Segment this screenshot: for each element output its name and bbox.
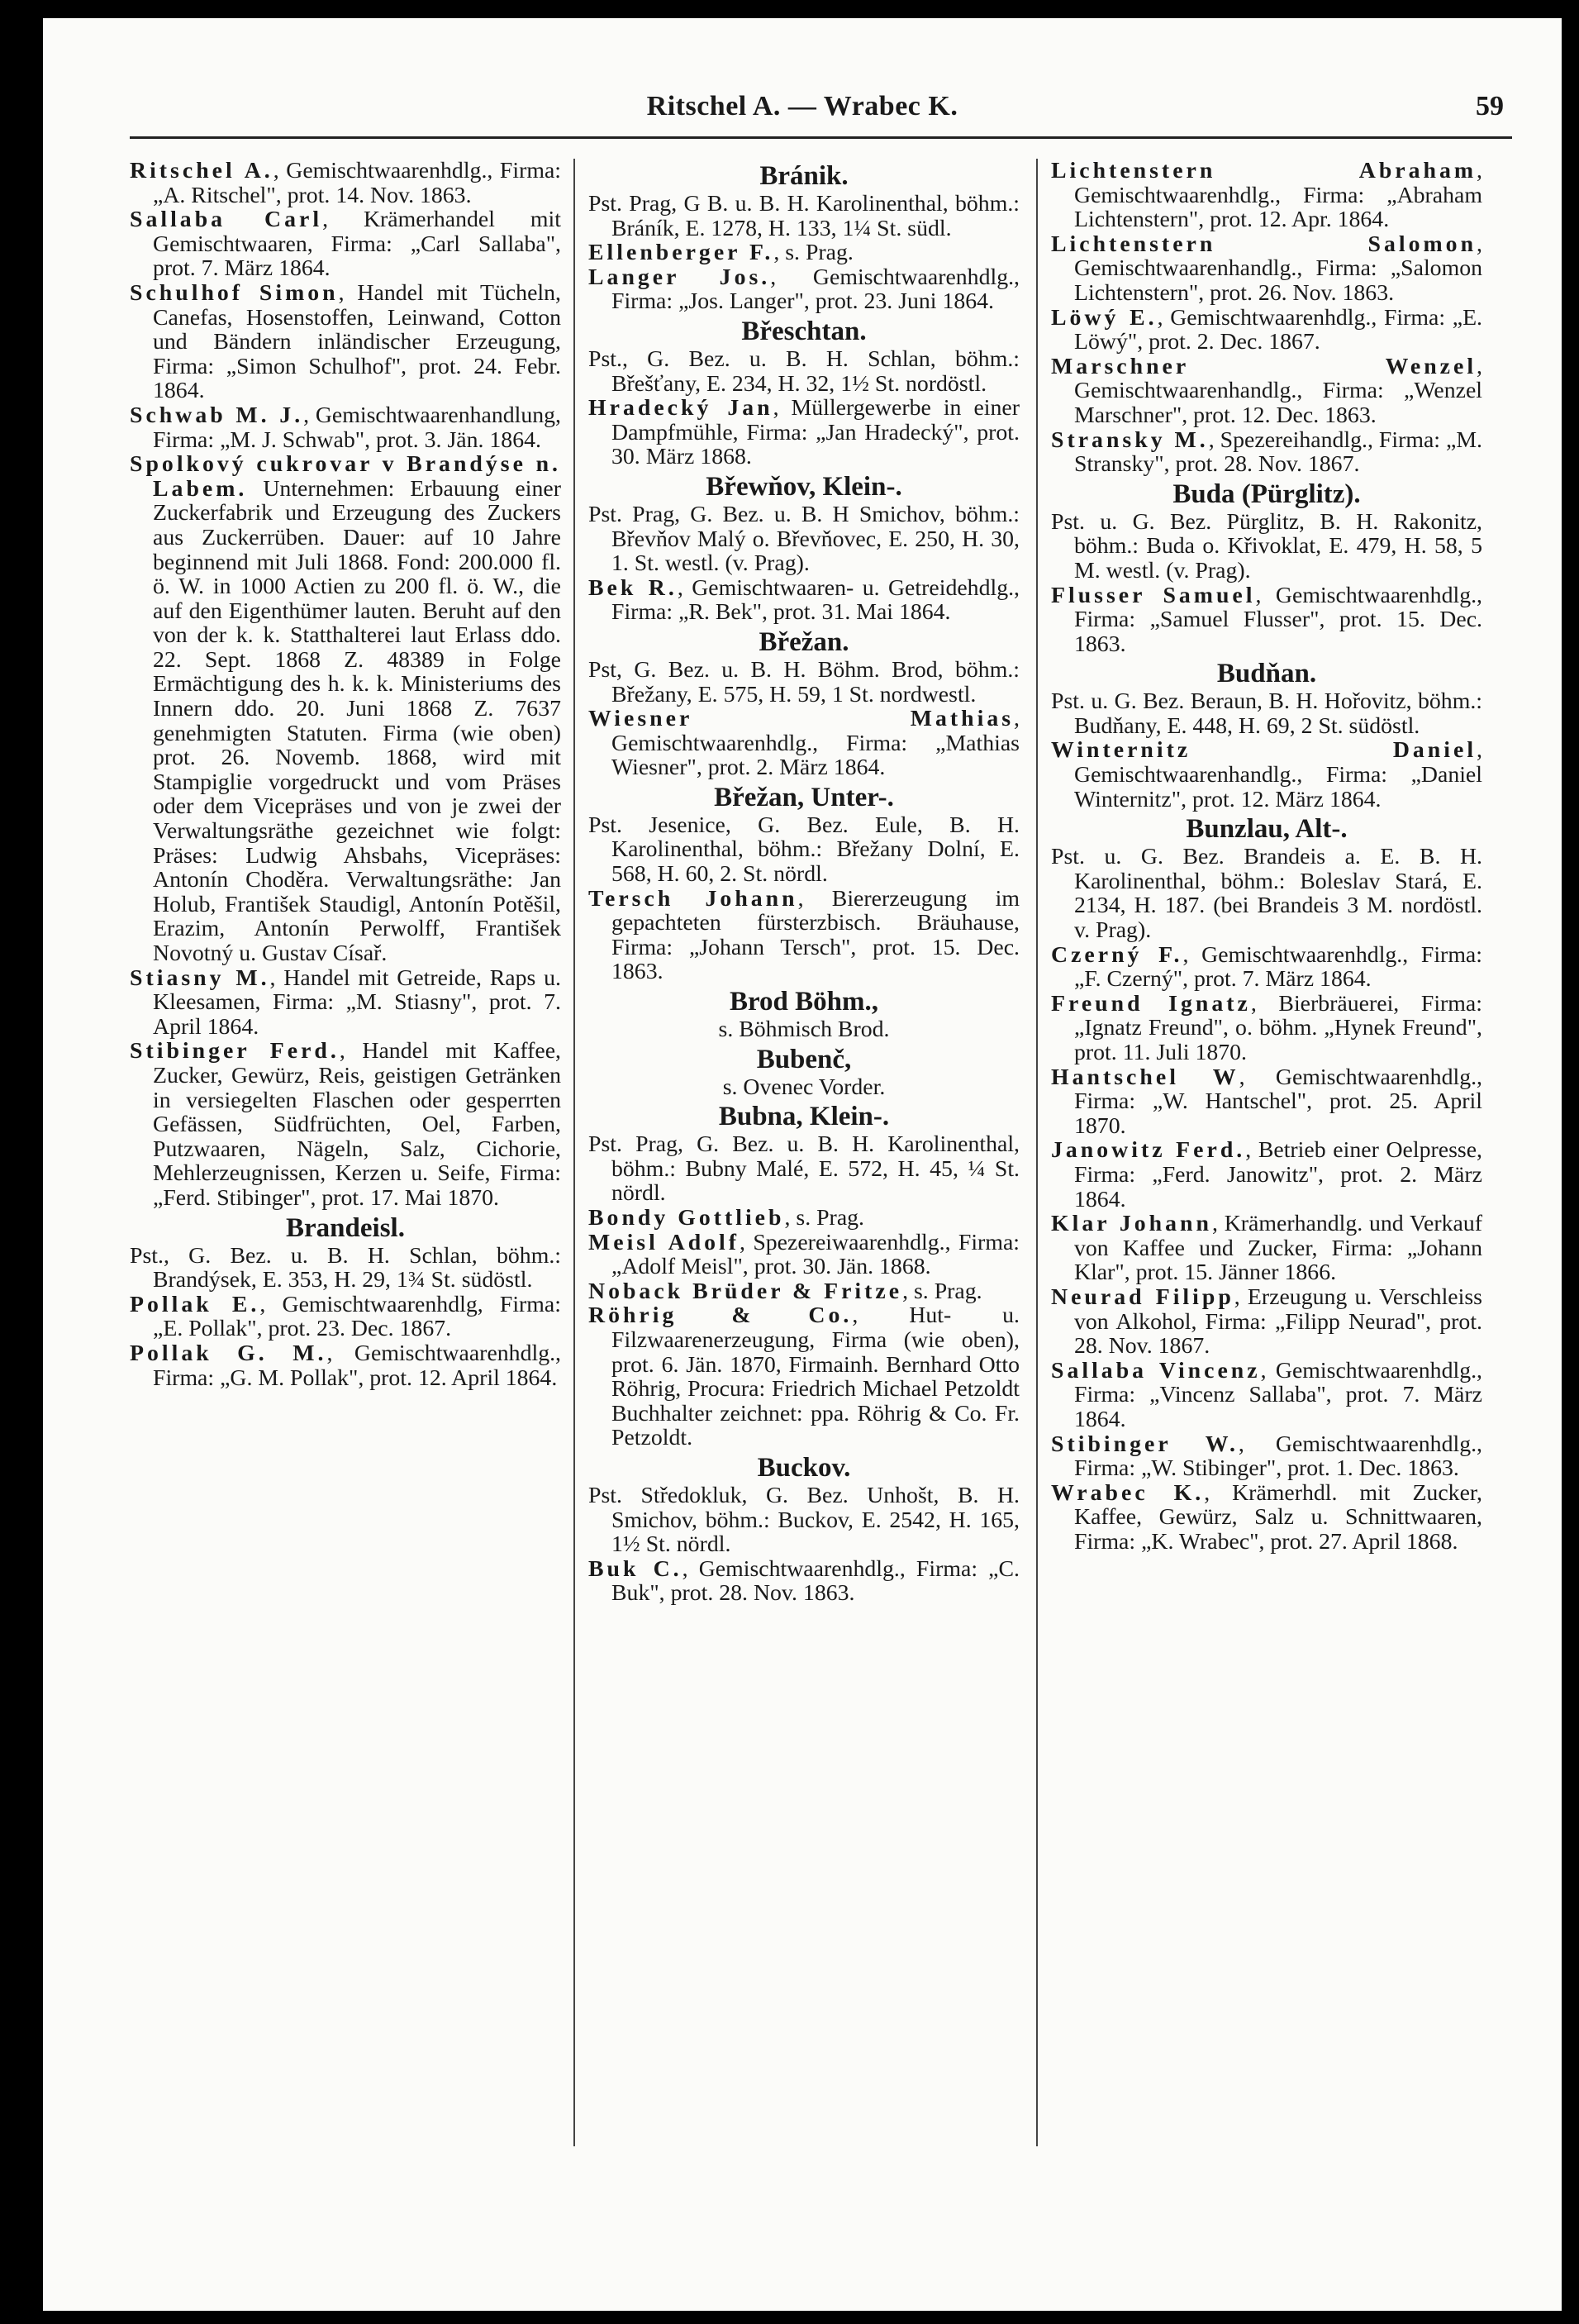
- directory-entry: [588, 576, 1020, 625]
- directory-entry: [588, 1206, 1020, 1231]
- place-heading: Bránik.: [759, 161, 849, 191]
- column-divider-2: [1036, 159, 1038, 2146]
- place-heading: Břeschtan.: [741, 316, 867, 346]
- entry-name: Stibinger W.: [1051, 1431, 1239, 1457]
- directory-entry: [130, 1293, 561, 1341]
- place-heading: Břewňov, Klein-.: [706, 471, 902, 502]
- directory-entry: [588, 396, 1020, 469]
- entry-text: , Gemischtwaarenhdlg., Firma: „Vincenz Sallaba", prot. 7. März 1864.: [1074, 1357, 1482, 1432]
- place-heading: Buckov.: [757, 1452, 851, 1483]
- entry-text: Unternehmen: Erbauung einer Zuckerfabrik und Erzeugung des Zuckers aus Zuckerrüben. Dauer: auf 10 Jahre beginnend mit Juli 1868. Fond: 200.000 fl. ö. W. in 1000 Actien zu 200 fl. ö. W., die auf den Eigenthümer lauten. Beruht auf den von der k. k. Statthalterei laut Erlass ddo. 22. Sept. 1868 Z. 48389 in Folge Ermächtigung des h. k. k. Ministeriums des Innern ddo. 20. Juni 1868 Z. 7637 genehmigten Statuten. Firma (wie oben) prot. 26. Novemb. 1868, wird mit Stampiglie vorgedruckt und vom Präses oder dem Vicepräses und von je zwei der Verwaltungsräthe gezeichnet wie folgt: Präses: Ludwig Ahsbahs, Vicepräses: Antonín Choděra. Verwaltungsräthe: Jan Holub, František Staudigl, Antonín Potěšil, Erazim, Antonín Perwolff, František Novotný u. Gustav Císař.: [153, 475, 561, 966]
- entry-text: , Gemischtwaarenhandlg., Firma: „Daniel Winternitz", prot. 12. März 1864.: [1074, 737, 1482, 812]
- place-heading: Brandeisl.: [286, 1212, 405, 1243]
- entry-text: , Krämerhdl. mit Zucker, Kaffee, Gewürz, Salz u. Schnittwaaren, Firma: „K. Wrabec", prot. 27. April 1868.: [1074, 1479, 1482, 1555]
- directory-entry: [130, 1341, 561, 1390]
- entry-name: Wrabec K.: [1051, 1479, 1205, 1506]
- entry-name: Hantschel W: [1051, 1064, 1239, 1090]
- directory-entry: [1051, 1138, 1482, 1212]
- place-description: Pst. Jesenice, G. Bez. Eule, B. H. Karolinenthal, böhm.: Břežany Dolní, E. 568, H. 60, 2. St. nördl.: [588, 812, 1020, 888]
- entry-text: , Handel mit Getreide, Raps u. Kleesamen, Firma: „M. Stiasny", prot. 7. April 1864.: [153, 964, 561, 1040]
- column-divider-1: [573, 159, 575, 2146]
- directory-entry: [1051, 1285, 1482, 1359]
- directory-entry: [130, 159, 561, 207]
- directory-entry: [1051, 428, 1482, 477]
- directory-entry: [1051, 232, 1482, 306]
- entry-text: , Handel mit Tücheln, Canefas, Hosenstoffen, Leinwand, Cotton und Bändern inländischer Erzeugung, Firma: „Simon Schulhof", prot. 24. Febr. 1864.: [153, 279, 561, 404]
- entry-name: Schulhof Simon: [130, 279, 339, 306]
- place-heading: Bunzlau, Alt-.: [1186, 814, 1348, 845]
- entry-name: Freund Ignatz: [1051, 990, 1251, 1017]
- directory-entry: [588, 240, 1020, 265]
- entry-name: Lichtenstern Salomon: [1051, 231, 1477, 257]
- entry-name: Röhrig & Co.: [588, 1302, 853, 1329]
- place-description: Pst. Středokluk, G. Bez. Unhošt, B. H. Smichov, böhm.: Buckov, E. 2542, H. 165, 1½ St. nördl.: [588, 1482, 1020, 1558]
- cross-reference: s. Böhmisch Brod.: [718, 1017, 890, 1043]
- directory-entry: [130, 403, 561, 452]
- entry-name: Löwý E.: [1051, 304, 1158, 331]
- entry-name: Marschner Wenzel: [1051, 353, 1477, 379]
- directory-entry: [130, 207, 561, 281]
- entry-name: Winternitz Daniel: [1051, 737, 1477, 764]
- place-description: Pst, G. Bez. u. B. H. Böhm. Brod, böhm.: Břežany, E. 575, H. 59, 1 St. nordwestl.: [588, 656, 1020, 707]
- entry-name: Pollak E.: [130, 1291, 260, 1317]
- entry-text: , Betrieb einer Oelpresse, Firma: „Ferd. Janowitz", prot. 2. März 1864.: [1074, 1137, 1483, 1212]
- directory-entry: [1051, 1432, 1482, 1481]
- entry-name: Wiesner Mathias: [588, 706, 1015, 732]
- entry-name: Janowitz Ferd.: [1051, 1137, 1246, 1164]
- entry-text: , Gemischtwaarenhdlg., Firma: „A. Ritschel", prot. 14. Nov. 1863.: [153, 158, 562, 208]
- entry-text: , Gemischtwaarenhdlg., Firma: „G. M. Pollak", prot. 12. April 1864.: [153, 1340, 561, 1391]
- entry-name: Bondy Gottlieb: [588, 1205, 785, 1231]
- directory-entry: [1051, 159, 1482, 232]
- entry-text: , s. Prag.: [773, 240, 854, 266]
- entry-name: Flusser Samuel: [1051, 582, 1256, 608]
- page-header: [43, 91, 1562, 140]
- directory-entry: [1051, 738, 1482, 812]
- place-description: Pst. u. G. Bez. Brandeis a. E. B. H. Karolinenthal, böhm.: Boleslav Stará, E. 2134, H. 187. (bei Brandeis 3 M. nordöstl. v. Prag).: [1051, 844, 1482, 944]
- entry-text: , s. Prag.: [902, 1278, 982, 1304]
- entry-name: Ellenberger F.: [588, 240, 774, 266]
- place-heading: Bubna, Klein-.: [718, 1102, 890, 1132]
- directory-entry: [588, 1231, 1020, 1279]
- entry-name: Buk C.: [588, 1555, 682, 1582]
- entry-text: , Gemischtwaarenhdlg., Firma: „F. Czerný", prot. 7. März 1864.: [1074, 941, 1482, 993]
- entry-name: Meisl Adolf: [588, 1229, 740, 1255]
- entry-name: Tersch Johann: [588, 885, 798, 912]
- directory-entry: [588, 707, 1020, 780]
- entry-name: Neurad Filipp: [1051, 1283, 1234, 1310]
- directory-entry: [1051, 992, 1482, 1065]
- directory-entry: [1051, 1359, 1482, 1432]
- directory-entry: [130, 1039, 561, 1210]
- directory-entry: [1051, 583, 1482, 657]
- entry-text: , Gemischtwaarenhandlg., Firma: „Salomon Lichtenstern", prot. 26. Nov. 1863.: [1074, 231, 1482, 306]
- directory-entry: [1051, 306, 1482, 355]
- entry-name: Langer Jos.: [588, 264, 771, 290]
- page-number: 59: [1476, 91, 1504, 121]
- entry-name: Ritschel A.: [130, 158, 273, 183]
- entry-name: Klar Johann: [1051, 1211, 1212, 1237]
- entry-text: , Bierbräuerei, Firma: „Ignatz Freund", o. böhm. „Hynek Freund", prot. 11. Juli 1870.: [1074, 990, 1482, 1065]
- place-heading: Brod Böhm.,: [729, 987, 879, 1017]
- place-description: Pst. Prag, G B. u. B. H. Karolinenthal, böhm.: Bráník, E. 1278, H. 133, 1¼ St. südl.: [588, 191, 1020, 241]
- directory-entry: [588, 265, 1020, 314]
- place-description: Pst. Prag, G. Bez. u. B. H. Karolinenthal, böhm.: Bubny Malé, E. 572, H. 45, ¼ St. nördl.: [588, 1131, 1020, 1207]
- entry-name: Spolkový cukrovar v Brandýse n. Labem.: [130, 451, 561, 502]
- entry-text: , Gemischtwaarenhdlg., Firma: „W. Hantschel", prot. 25. April 1870.: [1074, 1064, 1482, 1139]
- directory-entry: [1051, 355, 1482, 428]
- place-description: Pst. Prag, G. Bez. u. B. H Smichov, böhm.: Břevňov Malý o. Břevňovec, E. 250, H. 30, 1. St. westl. (v. Prag).: [588, 501, 1020, 577]
- entry-name: Czerný F.: [1051, 941, 1183, 968]
- directory-entry: [130, 281, 561, 403]
- entry-text: , Handel mit Kaffee, Zucker, Gewürz, Reis, geistigen Getränken in versiegelten Flaschen oder gesperrten Gefässen, Südfrüchten, Oel, Farben, Putzwaaren, Nägeln, Salz, Cichorie, Mehlerzeugnissen, Kerzen u. Seife, Firma: „Ferd. Stibinger", prot. 17. Mai 1870.: [153, 1038, 561, 1211]
- place-heading: Břežan.: [759, 626, 849, 657]
- entry-name: Sallaba Carl: [130, 207, 323, 233]
- entry-name: Sallaba Vincenz: [1051, 1357, 1261, 1383]
- place-description: Pst. u. G. Bez. Pürglitz, B. H. Rakonitz, böhm.: Buda o. Křivoklat, E. 479, H. 58, 5 M. westl. (v. Prag).: [1051, 508, 1482, 583]
- directory-entry: [1051, 1481, 1482, 1555]
- directory-entry: [588, 1557, 1020, 1606]
- entry-text: , Müllergewerbe in einer Dampfmühle, Firma: „Jan Hradecký", prot. 30. März 1868.: [611, 395, 1020, 470]
- entry-name: Schwab M. J.: [130, 402, 304, 428]
- entry-text: , Gemischtwaaren- u. Getreidehdlg., Firma: „R. Bek", prot. 31. Mai 1864.: [611, 574, 1020, 626]
- directory-entry: [1051, 1065, 1482, 1139]
- entry-name: Stiasny M.: [130, 964, 270, 991]
- entry-text: , Gemischtwaarenhdlg., Firma: „Abraham Lichtenstern", prot. 12. Apr. 1864.: [1074, 158, 1482, 233]
- entry-text: , Gemischtwaarenhdlg., Firma: „Jos. Langer", prot. 23. Juni 1864.: [611, 264, 1020, 315]
- entry-text: , Hut- u. Filzwaarenerzeugung, Firma (wie oben), prot. 6. Jän. 1870, Firmainh. Bernhard Otto Röhrig, Procura: Friedrich Michael Petzoldt Buchhalter zeichnet: ppa. Röhrig & Co. Fr. Petzoldt.: [611, 1302, 1020, 1451]
- entry-text: , Krämerhandel mit Gemischtwaaren, Firma: „Carl Sallaba", prot. 7. März 1864.: [153, 207, 561, 282]
- entry-text: , Gemischtwaarenhdlg., Firma: „Samuel Flusser", prot. 15. Dec. 1863.: [1074, 582, 1482, 657]
- entry-text: , Spezereihandlg., Firma: „M. Stransky", prot. 28. Nov. 1867.: [1074, 426, 1482, 478]
- directory-entry: [588, 1279, 1020, 1304]
- column-right: [1051, 159, 1482, 1554]
- directory-entry: [1051, 943, 1482, 992]
- entry-text: , s. Prag.: [784, 1205, 864, 1231]
- directory-entry: [130, 966, 561, 1040]
- entry-name: Stibinger Ferd.: [130, 1038, 340, 1064]
- cross-reference: s. Ovenec Vorder.: [722, 1074, 886, 1100]
- directory-page: [43, 18, 1562, 2311]
- place-description: Pst. u. G. Bez. Beraun, B. H. Hořovitz, böhm.: Budňany, E. 448, H. 69, 2 St. südöstl.: [1051, 688, 1482, 739]
- entry-text: , Erzeugung u. Verschleiss von Alkohol, Firma: „Filipp Neurad", prot. 28. Nov. 1867.: [1074, 1283, 1482, 1360]
- entry-text: , Gemischtwaarenhandlg., Firma: „Wenzel Marschner", prot. 12. Dec. 1863.: [1074, 353, 1482, 428]
- running-head: Ritschel A. — Wrabec K.: [646, 91, 958, 121]
- entry-name: Bek R.: [588, 574, 678, 601]
- place-heading: Budňan.: [1216, 659, 1317, 689]
- entry-text: , Gemischtwaarenhandlung, Firma: „M. J. Schwab", prot. 3. Jän. 1864.: [153, 402, 561, 453]
- entry-name: Stransky M.: [1051, 426, 1209, 453]
- entry-text: , Gemischtwaarenhdlg., Firma: „C. Buk", prot. 28. Nov. 1863.: [611, 1555, 1020, 1607]
- entry-name: Hradecký Jan: [588, 395, 773, 421]
- place-heading: Buda (Pürglitz).: [1172, 479, 1361, 509]
- entry-name: Lichtenstern Abraham: [1051, 158, 1477, 183]
- entry-name: Noback Brüder & Fritze: [588, 1278, 903, 1304]
- place-heading: Břežan, Unter-.: [714, 782, 894, 812]
- entry-text: , Spezereiwaarenhdlg., Firma: „Adolf Meisl", prot. 30. Jän. 1868.: [611, 1229, 1020, 1280]
- entry-text: , Biererzeugung im gepachteten fürsterzbisch. Bräuhause, Firma: „Johann Tersch", prot. 15. Dec. 1863.: [611, 885, 1020, 985]
- column-middle: [588, 159, 1020, 1606]
- directory-entry: [130, 452, 561, 965]
- place-heading: Bubenč,: [756, 1044, 852, 1074]
- directory-entry: [588, 887, 1020, 984]
- entry-text: , Gemischtwaarenhdlg., Firma: „W. Stibinger", prot. 1. Dec. 1863.: [1074, 1431, 1482, 1482]
- entry-text: , Gemischtwaarenhdlg., Firma: „Mathias Wiesner", prot. 2. März 1864.: [611, 706, 1020, 781]
- header-rule: [130, 136, 1512, 139]
- entry-text: , Krämerhandlg. und Verkauf von Kaffee und Zucker, Firma: „Johann Klar", prot. 15. Jänner 1866.: [1074, 1211, 1482, 1286]
- entry-text: , Gemischtwaarenhdlg, Firma: „E. Pollak", prot. 23. Dec. 1867.: [153, 1291, 561, 1342]
- entry-name: Pollak G. M.: [130, 1340, 327, 1366]
- column-left: [130, 159, 561, 1390]
- entry-text: , Gemischtwaarenhdlg., Firma: „E. Löwý", prot. 2. Dec. 1867.: [1074, 304, 1482, 355]
- directory-entry: [1051, 1212, 1482, 1285]
- directory-entry: [588, 1303, 1020, 1450]
- place-description: Pst., G. Bez. u. B. H. Schlan, böhm.: Brandýsek, E. 353, H. 29, 1¾ St. südöstl.: [130, 1242, 561, 1293]
- place-description: Pst., G. Bez. u. B. H. Schlan, böhm.: Břešťany, E. 234, H. 32, 1½ St. nordöstl.: [588, 345, 1020, 397]
